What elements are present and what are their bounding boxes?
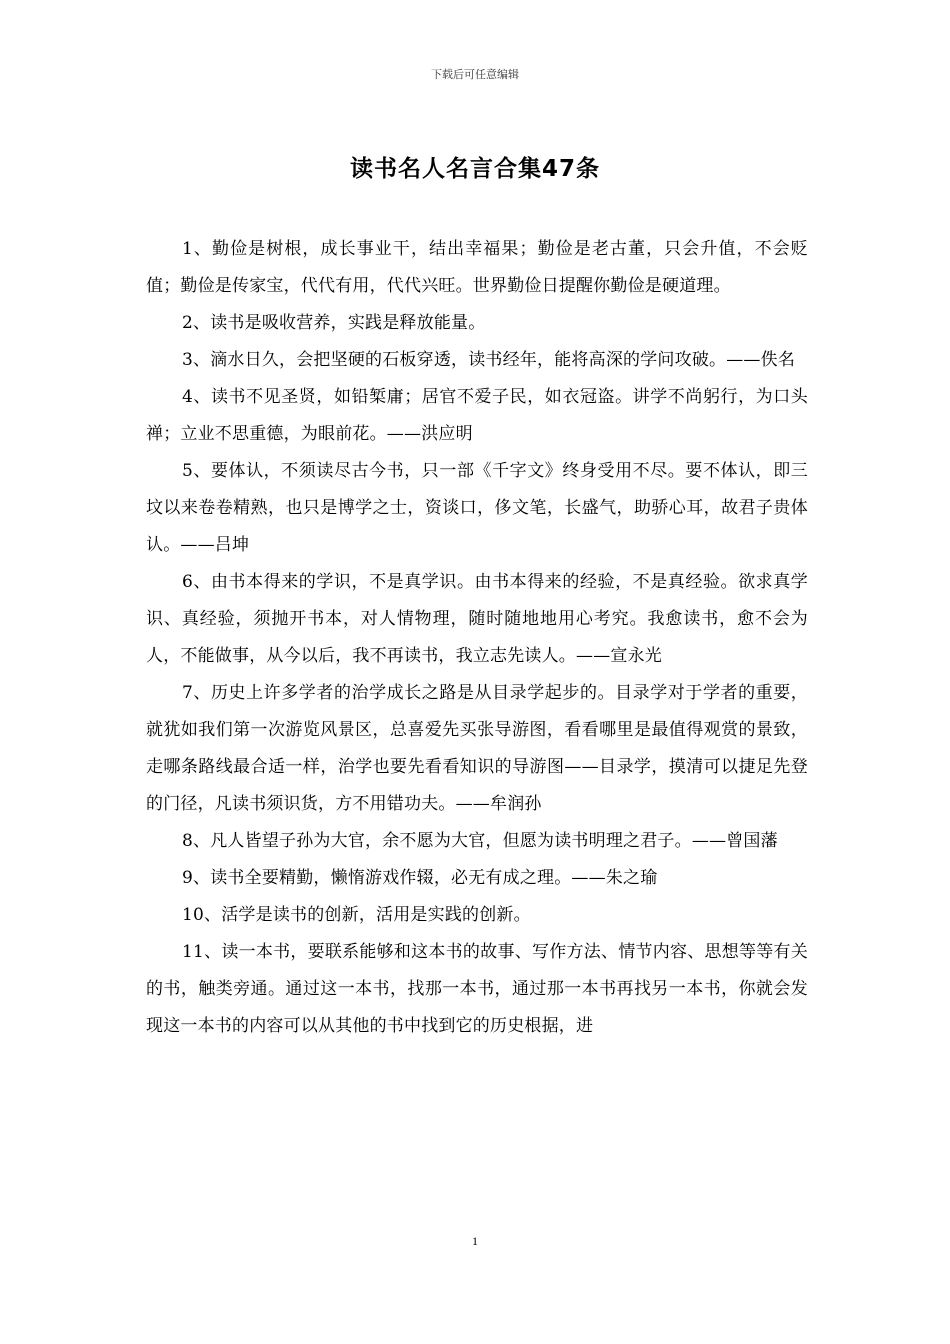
quote-paragraph: 11、读一本书，要联系能够和这本书的故事、写作方法、情节内容、思想等等有关的书，触类旁通。通过这一本书，找那一本书，通过那一本书再找另一本书，你就会发现这一本书的内容可以从其他的书中找到它的历史根据，进 (146, 942, 808, 1036)
document-title: 读书名人名言合集47条 (349, 156, 600, 182)
quote-paragraph: 4、读书不见圣贤，如铅椠庸；居官不爱子民，如衣冠盗。讲学不尚躬行，为口头禅；立业不思重德，为眼前花。——洪应明 (146, 387, 808, 444)
quote-paragraph: 2、读书是吸收营养，实践是释放能量。 (182, 313, 486, 333)
quote-paragraph: 3、滴水日久，会把坚硬的石板穿透，读书经年，能将高深的学问攻破。——佚名 (182, 350, 796, 370)
page-header: 下载后可任意编辑 (431, 68, 519, 81)
quote-paragraph: 9、读书全要精勤，懒惰游戏作辍，必无有成之理。——朱之瑜 (182, 868, 658, 888)
quote-paragraph: 7、历史上许多学者的治学成长之路是从目录学起步的。目录学对于学者的重要，就犹如我们第一次游览风景区，总喜爱先买张导游图，看看哪里是最值得观赏的景致，走哪条路线最合适一样，治学也要先看看知识的导游图——目录学，摸清可以捷足先登的门径，凡读书须识货，方不用错功夫。——牟润孙 (146, 683, 808, 814)
quote-paragraph: 8、凡人皆望子孙为大官，余不愿为大官，但愿为读书明理之君子。——曾国藩 (182, 831, 778, 851)
quote-paragraph: 5、要体认，不须读尽古今书，只一部《千字文》终身受用不尽。要不体认，即三坟以来卷卷精熟，也只是博学之士，资谈口，侈文笔，长盛气，助骄心耳，故君子贵体认。——吕坤 (146, 461, 808, 555)
page-number: 1 (472, 1234, 478, 1248)
quote-paragraph: 10、活学是读书的创新，活用是实践的创新。 (182, 905, 531, 925)
quote-paragraph: 1、勤俭是树根，成长事业干，结出幸福果；勤俭是老古董，只会升值，不会贬值；勤俭是传家宝，代代有用，代代兴旺。世界勤俭日提醒你勤俭是硬道理。 (146, 239, 808, 296)
quote-paragraph: 6、由书本得来的学识，不是真学识。由书本得来的经验，不是真经验。欲求真学识、真经验，须抛开书本，对人情物理，随时随地地用心考究。我愈读书，愈不会为人，不能做事，从今以后，我不再读书，我立志先读人。——宣永光 (146, 572, 808, 666)
document-body (146, 231, 808, 1045)
